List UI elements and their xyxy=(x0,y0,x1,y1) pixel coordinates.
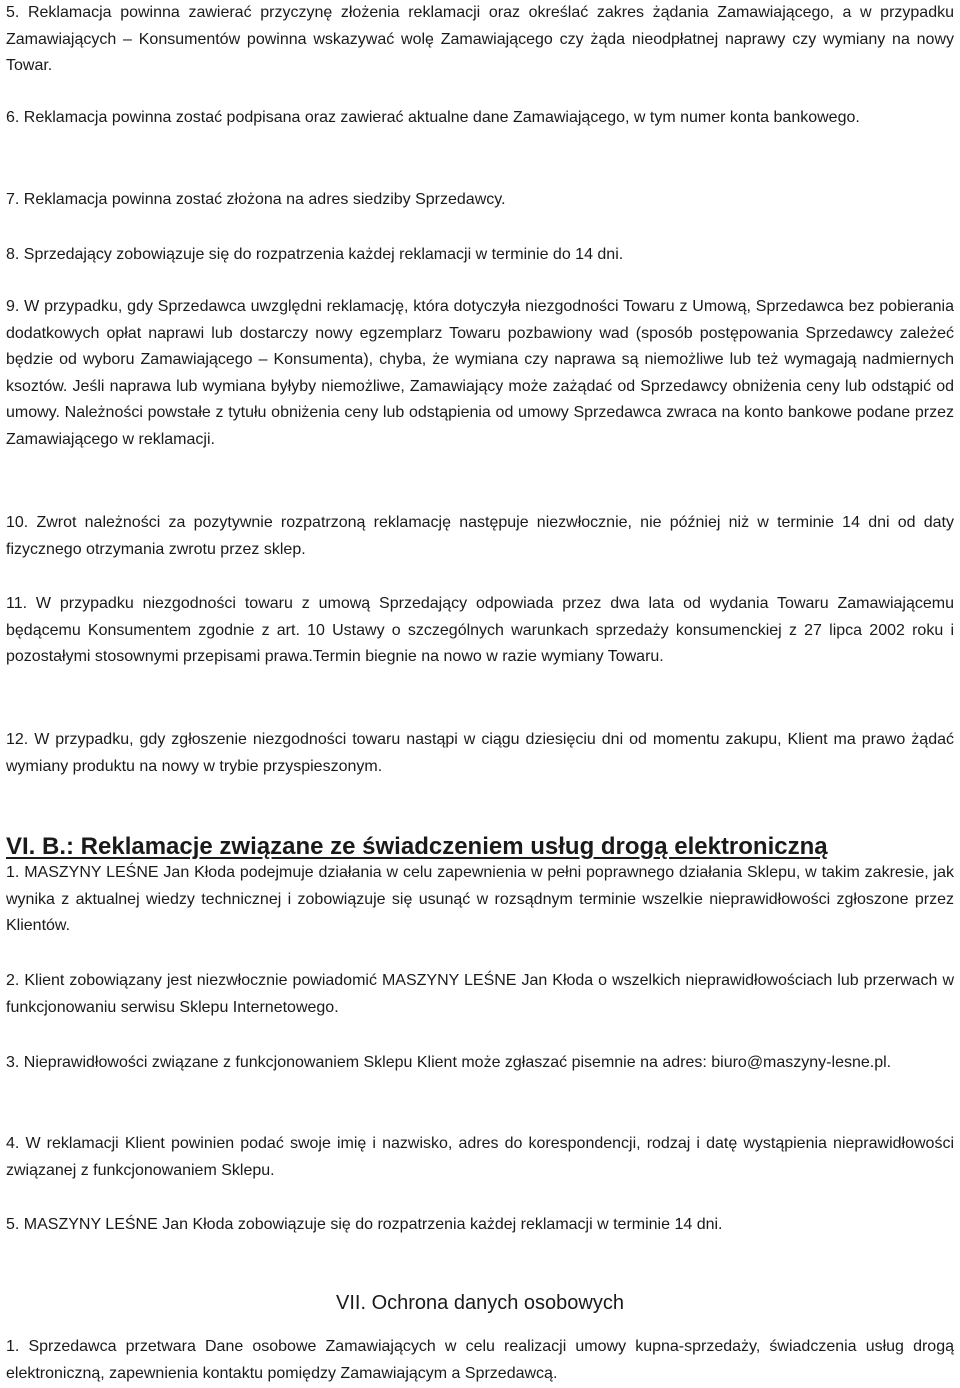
paragraph-5: 5. Reklamacja powinna zawierać przyczynę złożenia reklamacji oraz określać zakres żądania Zamawiającego, a w przypadku Zamawiających – Konsumentów powinna wskazywać wolę Zamawiającego czy żąda nieodpłatnej naprawy czy wymiany na nowy Towar. xyxy=(6,4,954,74)
section-vib-heading: VI. B.: Reklamacje związane ze świadczeniem usług drogą elektroniczną xyxy=(6,833,828,860)
paragraph-9: 9. W przypadku, gdy Sprzedawca uwzględni reklamację, która dotyczyła niezgodności Towaru z Umową, Sprzedawca bez pobierania dodatkowych opłat naprawi lub dostarczy nowy egzemplarz Towaru pozbawiony wad (sposób postępowania Sprzedawcy zależeć będzie od wyboru Zamawiającego – Konsumenta), chyba, że wymiana czy naprawa są niemożliwe lub też wymagają nadmiernych ksoztów. Jeśli naprawa lub wymiana byłyby niemożliwe, Zamawiający może zażądać od Sprzedawcy obniżenia ceny lub odstąpić od umowy. Należności powstałe z tytułu obniżenia ceny lub odstąpienia od umowy Sprzedawca zwraca na konto bankowe podane przez Zamawiającego w reklamacji. xyxy=(6,298,954,448)
section-vii-paragraph-1: 1. Sprzedawca przetwara Dane osobowe Zamawiających w celu realizacji umowy kupna-sprzedaży, świadczenia usług drogą elektroniczną, zapewnienia kontaktu pomiędzy Zamawiającym a Sprzedawcą. xyxy=(6,1338,954,1382)
paragraph-7: 7. Reklamacja powinna zostać złożona na adres siedziby Sprzedawcy. xyxy=(6,191,506,208)
section-vib-paragraph-4: 4. W reklamacji Klient powinien podać swoje imię i nazwisko, adres do korespondencji, rodzaj i datę wystąpienia nieprawidłowości związanej z funkcjonowaniem Sklepu. xyxy=(6,1135,954,1179)
section-vib-paragraph-2: 2. Klient zobowiązany jest niezwłocznie powiadomić MASZYNY LEŚNE Jan Kłoda o wszelkich nieprawidłowościach lub przerwach w funkcjonowaniu serwisu Sklepu Internetowego. xyxy=(6,972,954,1016)
paragraph-10: 10. Zwrot należności za pozytywnie rozpatrzoną reklamację następuje niezwłocznie, nie później niż w terminie 14 dni od daty fizycznego otrzymania zwrotu przez sklep. xyxy=(6,514,954,558)
paragraph-12: 12. W przypadku, gdy zgłoszenie niezgodności towaru nastąpi w ciągu dziesięciu dni od momentu zakupu, Klient ma prawo żądać wymiany produktu na nowy w trybie przyspieszonym. xyxy=(6,731,954,775)
paragraph-11: 11. W przypadku niezgodności towaru z umową Sprzedający odpowiada przez dwa lata od wydania Towaru Zamawiającemu będącemu Konsumentem zgodnie z art. 10 Ustawy o szczególnych warunkach sprzedaży konsumenckiej z 27 lipca 2002 roku i pozostałymi stosownymi przepisami prawa.Termin biegnie na nowo w razie wymiany Towaru. xyxy=(6,595,954,665)
paragraph-6: 6. Reklamacja powinna zostać podpisana oraz zawierać aktualne dane Zamawiającego, w tym numer konta bankowego. xyxy=(6,109,860,126)
paragraph-8: 8. Sprzedający zobowiązuje się do rozpatrzenia każdej reklamacji w terminie do 14 dni. xyxy=(6,246,624,263)
section-vii-heading: VII. Ochrona danych osobowych xyxy=(336,1292,624,1314)
section-vib-paragraph-1: 1. MASZYNY LEŚNE Jan Kłoda podejmuje działania w celu zapewnienia w pełni poprawnego działania Sklepu, w takim zakresie, jak wynika z aktualnej wiedzy technicznej i zobowiązuje się usunąć w rozsądnym terminie wszelkie nieprawidłowości zgłoszone przez Klientów. xyxy=(6,864,954,934)
section-vib-paragraph-5: 5. MASZYNY LEŚNE Jan Kłoda zobowiązuje się do rozpatrzenia każdej reklamacji w terminie 14 dni. xyxy=(6,1216,723,1233)
section-vib-paragraph-3: 3. Nieprawidłowości związane z funkcjonowaniem Sklepu Klient może zgłaszać pisemnie na adres: biuro@maszyny-lesne.pl. xyxy=(6,1054,892,1071)
